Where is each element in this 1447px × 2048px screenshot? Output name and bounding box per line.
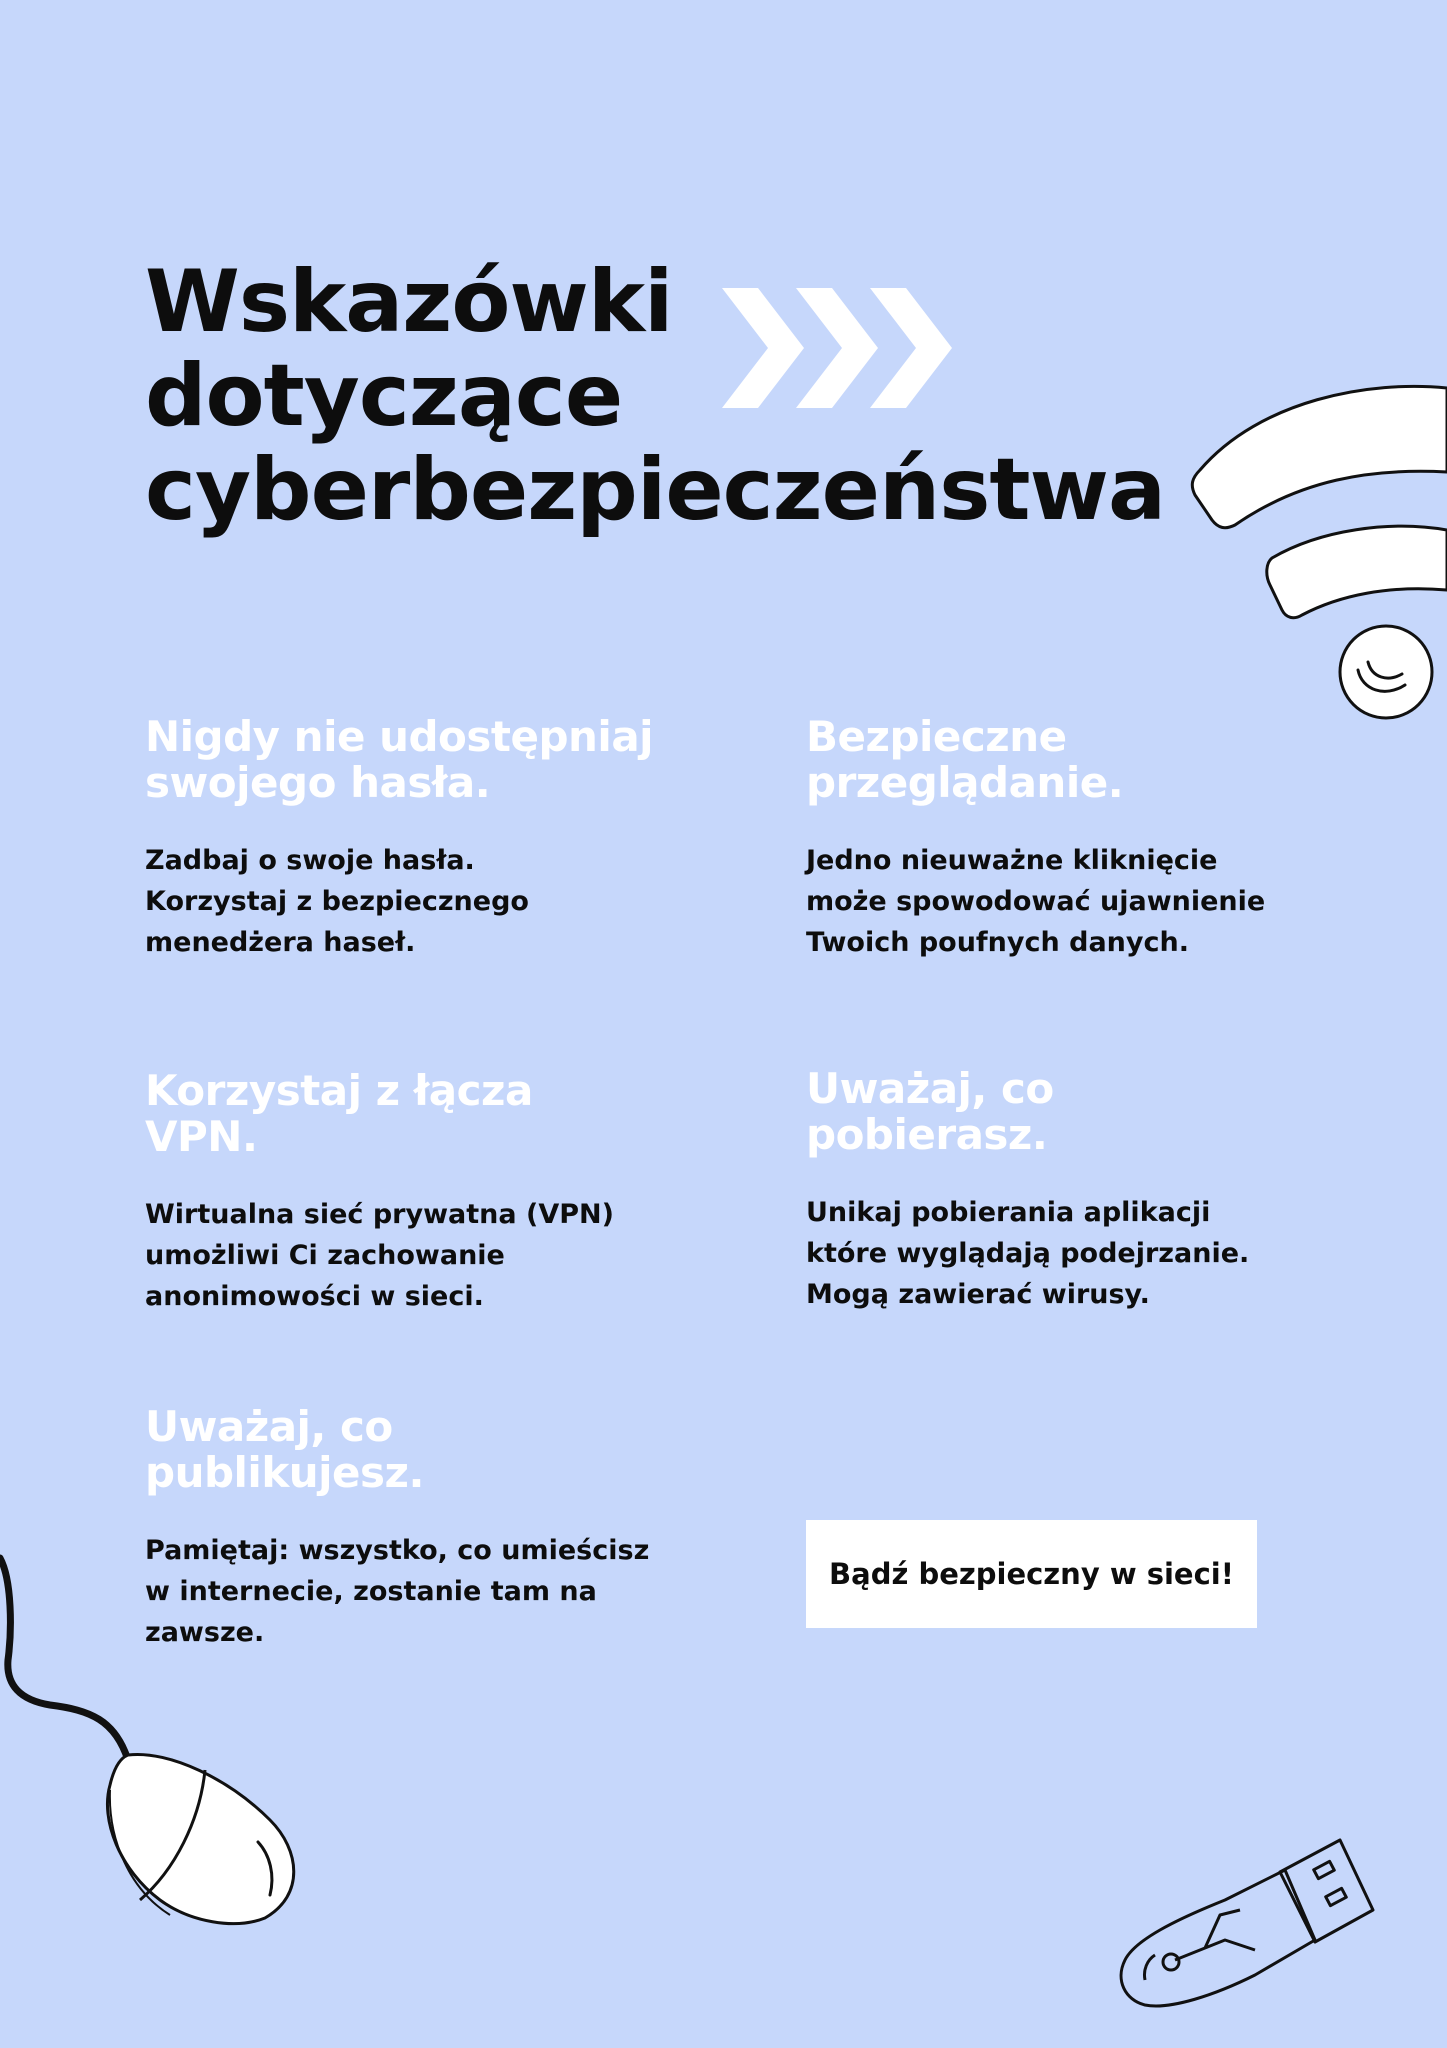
page-title: Wskazówki dotyczące cyberbezpieczeństwa bbox=[145, 252, 1166, 540]
wifi-icon bbox=[1190, 380, 1447, 720]
tip-body: Zadbaj o swoje hasła. Korzystaj z bezpiecznego menedżera haseł. bbox=[145, 845, 529, 958]
stay-safe-banner bbox=[806, 1520, 1257, 1628]
tip-heading: Korzystaj z łącza VPN. bbox=[145, 1066, 533, 1161]
tip-downloads bbox=[806, 1066, 1386, 1315]
tip-heading: Uważaj, co publikujesz. bbox=[145, 1402, 424, 1497]
tip-posting bbox=[145, 1404, 725, 1653]
tip-body: Unikaj pobierania aplikacji które wyglądają podejrzanie. Mogą zawierać wirusy. bbox=[806, 1197, 1250, 1310]
tip-body: Pamiętaj: wszystko, co umieścisz w internecie, zostanie tam na zawsze. bbox=[145, 1535, 650, 1648]
tip-body: Jedno nieuważne kliknięcie może spowodować ujawnienie Twoich poufnych danych. bbox=[806, 845, 1266, 958]
tip-heading: Nigdy nie udostępniaj swojego hasła. bbox=[145, 712, 654, 807]
tip-heading: Uważaj, co pobierasz. bbox=[806, 1064, 1054, 1159]
tip-password bbox=[145, 714, 725, 963]
tip-body: Wirtualna sieć prywatna (VPN) umożliwi Ci zachowanie anonimowości w sieci. bbox=[145, 1199, 614, 1312]
tip-vpn bbox=[145, 1068, 725, 1317]
tip-heading: Bezpieczne przeglądanie. bbox=[806, 712, 1124, 807]
chevrons-icon bbox=[722, 288, 952, 408]
usb-drive-icon bbox=[1115, 1830, 1375, 2010]
tip-browsing bbox=[806, 714, 1386, 963]
stay-safe-label: Bądź bezpieczny w sieci! bbox=[829, 1557, 1234, 1591]
